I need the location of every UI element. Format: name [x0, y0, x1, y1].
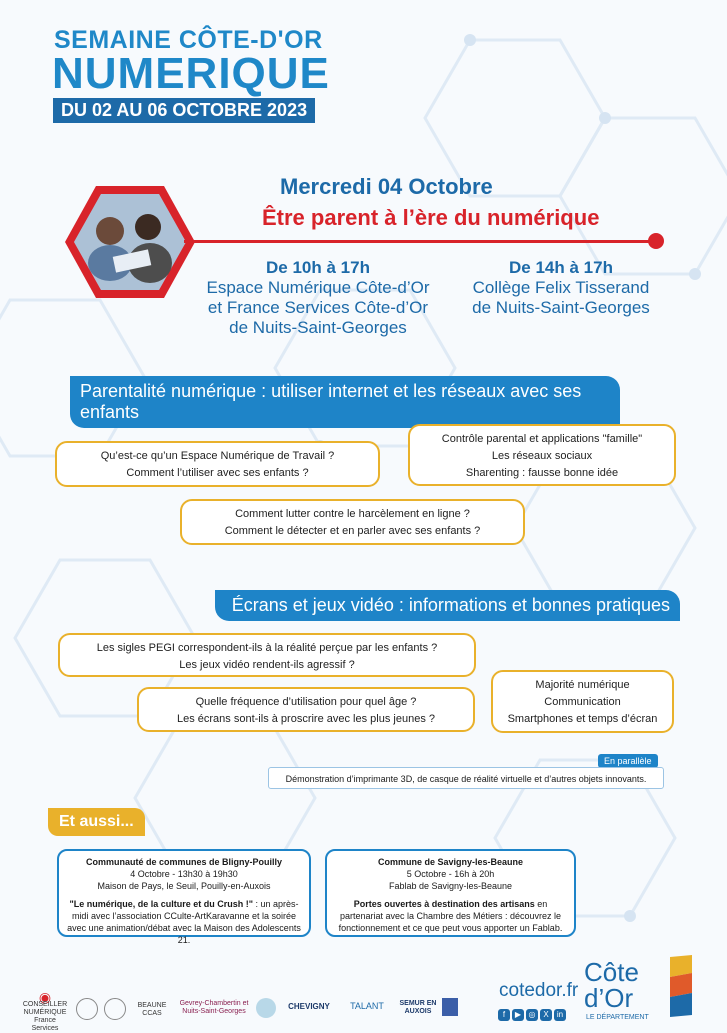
- bubble-line: Comment lutter contre le harcèlement en ligne ?: [235, 508, 470, 520]
- location-left: [188, 258, 448, 338]
- header-dates: DU 02 AU 06 OCTOBRE 2023: [53, 98, 315, 123]
- location-right-time: De 14h à 17h: [509, 258, 613, 277]
- parallel-tag: En parallèle: [598, 754, 658, 768]
- card-highlight: Portes ouvertes à destination des artisans: [353, 899, 535, 909]
- event-photo: [62, 183, 198, 301]
- x-icon[interactable]: X: [540, 1009, 552, 1021]
- youtube-icon[interactable]: ▶: [512, 1009, 524, 1021]
- location-left-place1: Espace Numérique Côte-d’Or: [206, 278, 430, 297]
- logo-partner-2: [104, 998, 128, 1020]
- logo-partner-3: [256, 998, 278, 1018]
- bubble-line: Quelle fréquence d’utilisation pour quel âge ?: [195, 696, 417, 708]
- card-desc-text: : un après-midi avec l’association CCulte-ArtKaravanne et la soirée avec une animation/débat avec la Maison des Adolescents 21.: [67, 899, 301, 945]
- logo-semur: SEMUR EN AUXOIS: [399, 1000, 437, 1015]
- location-pin-icon: ◉: [38, 989, 52, 1005]
- card-place: Maison de Pays, le Seuil, Pouilly-en-Auxois: [97, 881, 271, 891]
- bubble-line: Les écrans sont-ils à proscrire avec les plus jeunes ?: [176, 713, 435, 725]
- bubble-harcelement: [180, 499, 525, 545]
- website-link[interactable]: cotedor.fr: [499, 980, 579, 1001]
- section-ecrans-title: Écrans et jeux vidéo : informations et bonnes pratiques: [215, 590, 680, 621]
- linkedin-icon[interactable]: in: [554, 1009, 566, 1021]
- bubble-ent: [55, 441, 380, 487]
- card-date: 5 Octobre - 16h à 20h: [406, 869, 495, 879]
- card-desc: [333, 898, 568, 934]
- brand-line1: Côte: [584, 957, 639, 987]
- section-parentalite-title: Parentalité numérique : utiliser internet et les réseaux avec ses enfants: [70, 376, 620, 428]
- bubble-line: Qu’est-ce qu’un Espace Numérique de Travail ?: [100, 450, 335, 462]
- card-bligny: [57, 849, 311, 945]
- logo-beaune: BEAUNE CCAS: [137, 1002, 167, 1017]
- social-icons: [498, 1004, 568, 1022]
- bubble-pegi: [58, 633, 476, 677]
- location-right: [456, 258, 666, 318]
- bubble-line: Comment l’utiliser avec ses enfants ?: [126, 467, 309, 479]
- divider-dot: [648, 233, 664, 249]
- bubble-majorite: [491, 670, 674, 733]
- event-day: Mercredi 04 Octobre: [280, 174, 493, 199]
- location-right-place2: de Nuits-Saint-Georges: [472, 298, 650, 317]
- logo-partner-1: [76, 998, 100, 1020]
- facebook-icon[interactable]: f: [498, 1009, 510, 1021]
- card-desc: [65, 898, 303, 946]
- header-line1: SEMAINE CÔTE-D'OR: [54, 26, 323, 54]
- logo-conseiller-numerique: [20, 989, 70, 1033]
- location-left-place3: de Nuits-Saint-Georges: [229, 318, 407, 337]
- bubble-line: Contrôle parental et applications "famille": [441, 433, 643, 445]
- aussi-label: Et aussi...: [48, 808, 145, 836]
- logo-partner-4: [442, 998, 460, 1016]
- bubble-line: Sharenting : fausse bonne idée: [465, 467, 619, 479]
- card-title: Commune de Savigny-les-Beaune: [377, 857, 524, 867]
- card-date: 4 Octobre - 13h30 à 19h30: [130, 869, 238, 879]
- card-desc-text: en partenariat avec la Chambre des Métiers : découvrez le fonctionnement et ce que peut vous apporter un Fablab.: [338, 899, 563, 933]
- header-title: NUMERIQUE: [52, 49, 330, 98]
- bubble-controle-parental: [408, 424, 676, 486]
- card-place: Fablab de Savigny-les-Beaune: [388, 881, 513, 891]
- logo-gevrey-nuits: Gevrey-Chambertin et Nuits-Saint-Georges: [179, 1000, 249, 1015]
- brand-line3: LE DÉPARTEMENT: [586, 1014, 649, 1021]
- bubble-line: Les jeux vidéo rendent-ils agressif ?: [179, 659, 355, 671]
- cotedor-logo: [584, 955, 694, 1025]
- logo-talant: TALANT: [350, 1001, 384, 1011]
- bubble-line: Communication: [544, 696, 621, 708]
- location-left-place2: et France Services Côte-d’Or: [207, 298, 429, 317]
- bubble-line: Les réseaux sociaux: [491, 450, 593, 462]
- card-title: Communauté de communes de Bligny-Pouilly: [85, 857, 283, 867]
- instagram-icon[interactable]: ◎: [526, 1009, 538, 1021]
- parallel-text: Démonstration d’imprimante 3D, de casque de réalité virtuelle et d’autres objets innovants.: [268, 767, 664, 789]
- event-theme: Être parent à l’ère du numérique: [262, 205, 600, 230]
- bubble-line: Smartphones et temps d’écran: [507, 713, 658, 725]
- bubble-frequence: [137, 687, 475, 732]
- bubble-line: Majorité numérique: [535, 679, 630, 691]
- location-right-place1: Collège Felix Tisserand: [472, 278, 650, 297]
- location-left-time: De 10h à 17h: [266, 258, 370, 277]
- divider-line: [184, 240, 654, 243]
- logo-chevigny: CHEVIGNY: [288, 1002, 330, 1011]
- card-savigny: [325, 849, 576, 937]
- bubble-line: Les sigles PEGI correspondent-ils à la réalité perçue par les enfants ?: [96, 642, 438, 654]
- logo-text: CONSEILLER NUMÉRIQUE France Services: [22, 1001, 68, 1032]
- brand-line2: d’Or: [584, 983, 634, 1013]
- card-highlight: "Le numérique, de la culture et du Crush !": [69, 899, 254, 909]
- bubble-line: Comment le détecter et en parler avec ses enfants ?: [224, 525, 481, 537]
